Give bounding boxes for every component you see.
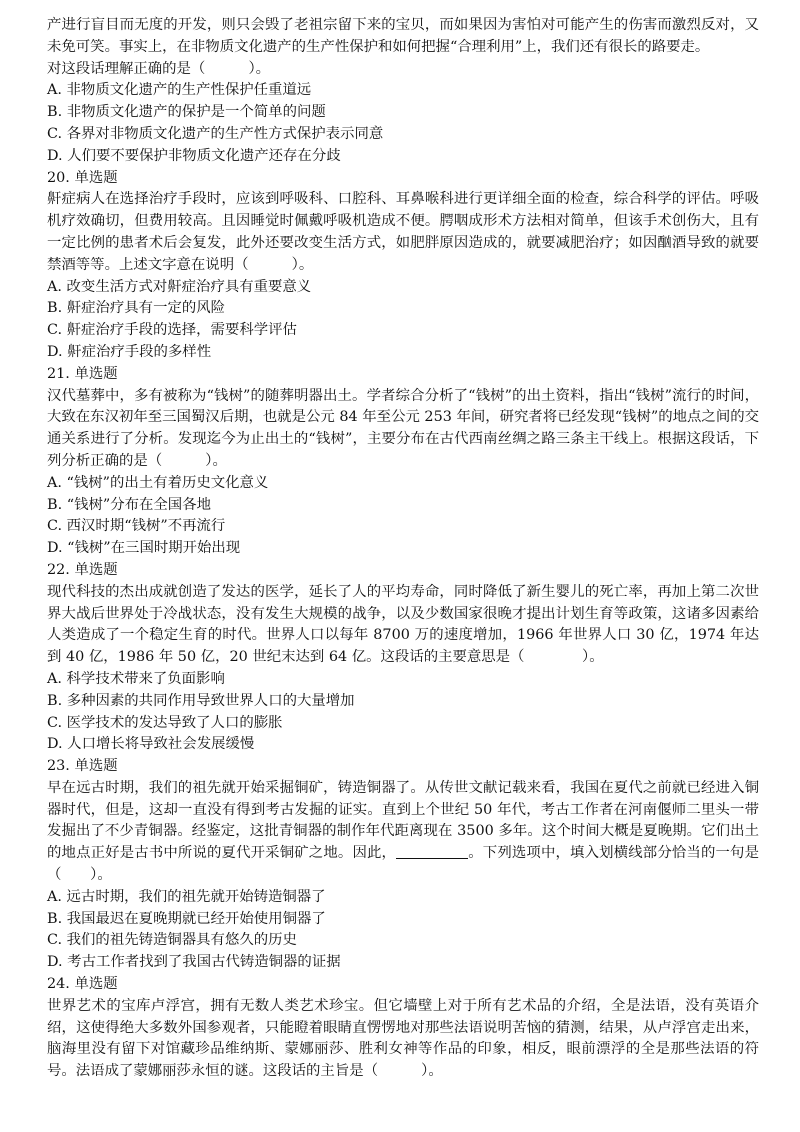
q24-header: 24. 单选题 <box>47 976 118 993</box>
q22-option-a: A. 科学技术带来了负面影响 <box>47 670 225 687</box>
q20-option-b: B. 鼾症治疗具有一定的风险 <box>47 300 226 317</box>
q21-option-c: C. 西汉时期“钱树”不再流行 <box>47 518 226 535</box>
q22-option-c: C. 医学技术的发达导致了人口的膨胀 <box>47 714 283 731</box>
q23-stem-before: 早在远古时期，我们的祖先就开始采掘铜矿，铸造铜器了。从传世文献记载来看，我国在夏代之前就已经进入铜器时代，但是，这却一直没有得到考古发掘的证实。直到上个世纪 50 年代，考古工作者在河南偃师二里头一带发掘出了不少青铜器。经鉴定，这批青铜器的制作年代距离现在 3500 多年。这个时间大概是夏晚期。它们出土的地点正好是古书中所说的夏代开采铜矿之地。因此， <box>47 779 759 862</box>
q22-header: 22. 单选题 <box>47 561 118 578</box>
q23-blank-line <box>396 844 468 859</box>
q23-option-d: D. 考古工作者找到了我国古代铸造铜器的证据 <box>47 954 341 971</box>
q19-option-d: D. 人们要不要保护非物质文化遗产还存在分歧 <box>47 147 341 164</box>
q23-option-c: C. 我们的祖先铸造铜器具有悠久的历史 <box>47 932 297 949</box>
q19-option-c: C. 各界对非物质文化遗产的生产性方式保护表示同意 <box>47 125 384 142</box>
q23-stem <box>47 778 759 887</box>
q21-option-d: D. “钱树”在三国时期开始出现 <box>47 540 241 557</box>
q19-option-a: A. 非物质文化遗产的生产性保护任重道远 <box>47 82 312 99</box>
q20-option-a: A. 改变生活方式对鼾症治疗具有重要意义 <box>47 278 312 295</box>
q20-stem: 鼾症病人在选择治疗手段时，应该到呼吸科、口腔科、耳鼻喉科进行更详细全面的检查，综合科学的评估。呼吸机疗效确切，但费用较高。且因睡觉时佩戴呼吸机造成不便。腭咽成形术方法相对简单，但该手术创伤大，且有一定比例的患者术后会复发，此外还要改变生活方式，如肥胖原因造成的，就要减肥治疗；如因酗酒导致的就要禁酒等等。上述文字意在说明（ ）。 <box>47 191 759 273</box>
q22-option-b: B. 多种因素的共同作用导致世界人口的大量增加 <box>47 692 355 709</box>
q23-option-a: A. 远古时期，我们的祖先就开始铸造铜器了 <box>47 888 326 905</box>
exam-page <box>47 15 759 1083</box>
q21-stem: 汉代墓葬中，多有被称为“钱树”的随葬明器出土。学者综合分析了“钱树”的出土资料，指出“钱树”流行的时间，大致在东汉初年至三国蜀汉后期，也就是公元 84 年至公元 253 年间，研究者将已经发现“钱树”的地点之间的交通关系进行了分析。发现迄今为止出土的“钱树”，主要分布在古代西南丝绸之路三条主干线上。根据这段话，下列分析正确的是（ ）。 <box>47 387 759 469</box>
q21-option-b: B. “钱树”分布在全国各地 <box>47 496 211 513</box>
q21-option-a: A. “钱树”的出土有着历史文化意义 <box>47 474 269 491</box>
q20-header: 20. 单选题 <box>47 169 118 186</box>
q24-stem: 世界艺术的宝库卢浮宫，拥有无数人类艺术珍宝。但它墙壁上对于所有艺术品的介绍，全是法语，没有英语介绍，这使得绝大多数外国参观者，只能瞪着眼睛直愣愣地对那些法语说明苦恼的猜测，结果，从卢浮宫走出来，脑海里没有留下对馆藏珍品维纳斯、蒙娜丽莎、胜利女神等作品的印象，相反，眼前漂浮的全是那些法语的符号。法语成了蒙娜丽莎永恒的谜。这段话的主旨是（ ）。 <box>47 997 759 1080</box>
q19-option-b: B. 非物质文化遗产的保护是一个简单的问题 <box>47 104 326 121</box>
q22-stem: 现代科技的杰出成就创造了发达的医学，延长了人的平均寿命，同时降低了新生婴儿的死亡率，再加上第二次世界大战后世界处于冷战状态，没有发生大规模的战争，以及少数国家很晚才提出计划生育等政策，这诸多因素给人类造成了一个稳定生育的时代。世界人口以每年 8700 万的速度增加，1966 年世界人口 30 亿，1974 年达到 40 亿，1986 年 50 亿，20 世纪末达到 64 亿。这段话的主要意思是（ ）。 <box>47 583 759 666</box>
q19-question: 对这段话理解正确的是（ ）。 <box>47 60 271 77</box>
q21-header: 21. 单选题 <box>47 365 118 382</box>
q19-stem: 产进行盲目而无度的开发，则只会毁了老祖宗留下来的宝贝，而如果因为害怕对可能产生的伤害而激烈反对，又未免可笑。事实上，在非物质文化遗产的生产性保护和如何把握“合理利用”上，我们还有很长的路要走。 <box>47 17 759 55</box>
q20-option-c: C. 鼾症治疗手段的选择，需要科学评估 <box>47 322 297 339</box>
q22-option-d: D. 人口增长将导致社会发展缓慢 <box>47 736 255 753</box>
q23-header: 23. 单选题 <box>47 758 118 775</box>
q23-option-b: B. 我国最迟在夏晚期就已经开始使用铜器了 <box>47 910 326 927</box>
q20-option-d: D. 鼾症治疗手段的多样性 <box>47 343 212 360</box>
q23-stem-after: 。下列选项中，填入划横线部分恰当的一句是（ ）。 <box>47 845 759 884</box>
